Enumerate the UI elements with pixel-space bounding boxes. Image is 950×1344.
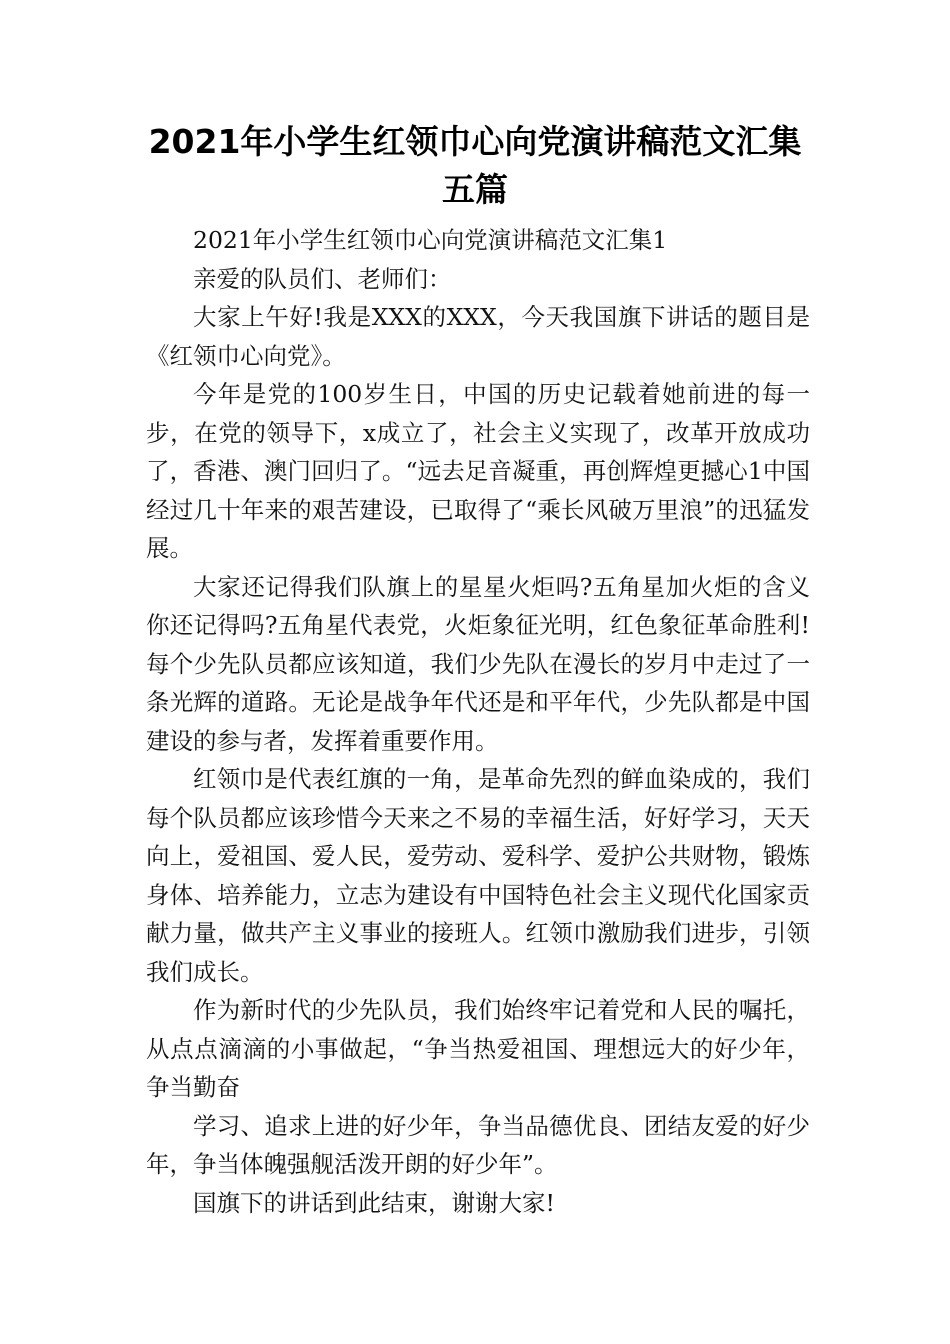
paragraph: 今年是党的100岁生日，中国的历史记载着她前进的每一步，在党的领导下，x成立了，社会主义实现了，改革开放成功了，香港、澳门回归了。“远去足音凝重，再创辉煌更撼心1中国经过几十年来的艰苦建设，已取得了“乘长风破万里浪”的迅猛发展。 xyxy=(146,380,810,562)
paragraph: 大家上午好!我是XXX的XXX，今天我国旗下讲话的题目是《红领巾心向党》。 xyxy=(146,303,810,370)
paragraph: 红领巾是代表红旗的一角，是革命先烈的鲜血染成的，我们每个队员都应该珍惜今天来之不易的幸福生活，好好学习，天天向上，爱祖国、爱人民，爱劳动、爱科学、爱护公共财物，锻炼身体、培养能力，立志为建设有中国特色社会主义现代化国家贡献力量，做共产主义事业的接班人。红领巾激励我们进步，引领我们成长。 xyxy=(146,765,810,986)
paragraph-subtitle: 2021年小学生红领巾心向党演讲稿范文汇集1 xyxy=(193,226,668,254)
paragraph: 学习、追求上进的好少年，争当品德优良、团结友爱的好少年，争当体魄强舰活泼开朗的好少年”。 xyxy=(146,1111,810,1178)
paragraph: 作为新时代的少先队员，我们始终牢记着党和人民的嘱托，从点点滴滴的小事做起，“争当热爱祖国、理想远大的好少年，争当勤奋 xyxy=(146,996,810,1101)
document-body xyxy=(146,221,810,1222)
paragraph-closing: 国旗下的讲话到此结束，谢谢大家! xyxy=(193,1188,555,1217)
document-title: 2021年小学生红领巾心向党演讲稿范文汇集五篇 xyxy=(148,122,802,209)
paragraph: 大家还记得我们队旗上的星星火炬吗?五角星加火炬的含义你还记得吗?五角星代表党，火炬象征光明，红色象征革命胜利!每个少先队员都应该知道，我们少先队在漫长的岁月中走过了一条光辉的道路。无论是战争年代还是和平年代，少先队都是中国建设的参与者，发挥着重要作用。 xyxy=(146,572,810,755)
paragraph-salutation: 亲爱的队员们、老师们： xyxy=(193,264,452,293)
